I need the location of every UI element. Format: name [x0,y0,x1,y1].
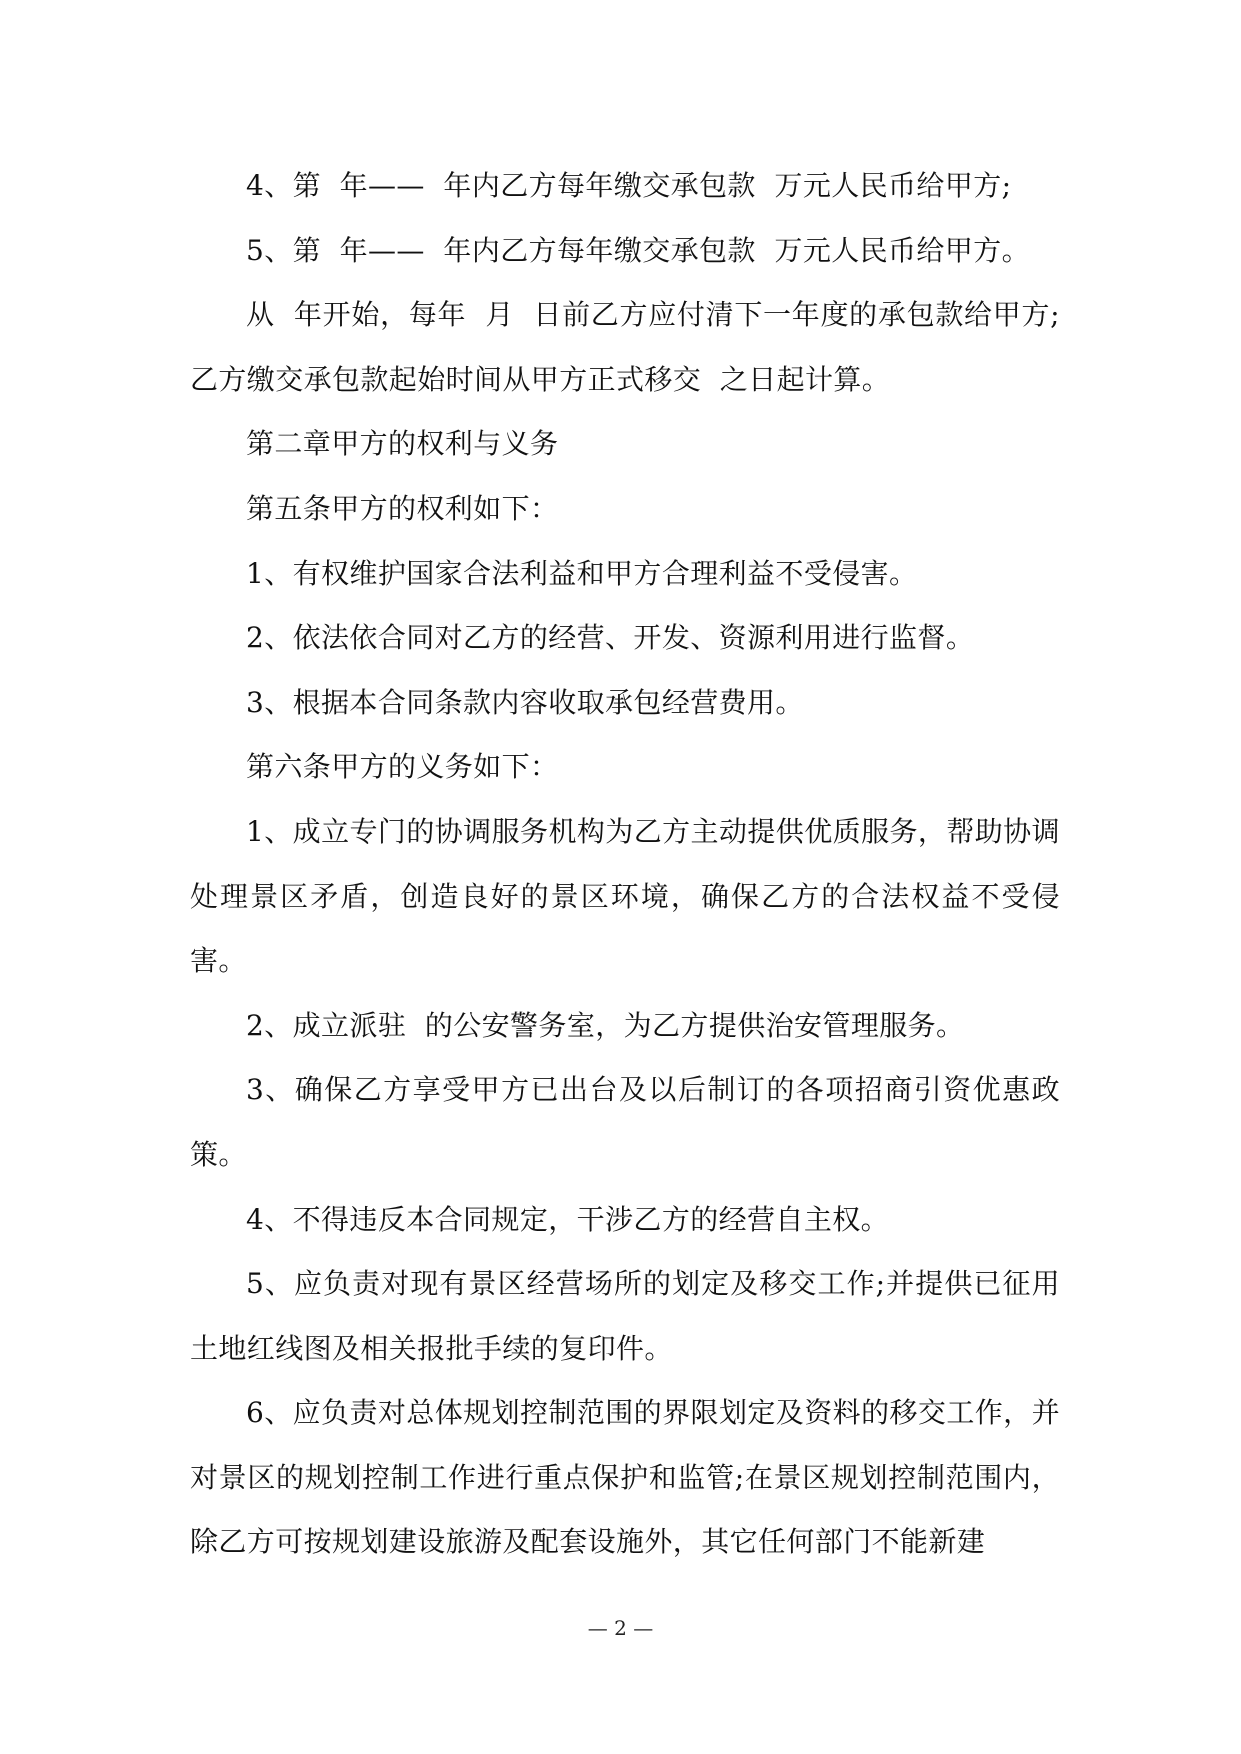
obligation-item-4: 4、不得违反本合同规定，干涉乙方的经营自主权。 [246,1202,890,1236]
right-item-1: 1、有权维护国家合法利益和甲方合理利益不受侵害。 [246,556,918,590]
right-item-2: 2、依法依合同对乙方的经营、开发、资源利用进行监督。 [246,621,975,655]
article-five-heading: 第五条甲方的权利如下： [246,491,559,525]
right-item-3: 3、根据本合同条款内容收取承包经营费用。 [246,685,804,719]
paragraph-payment-4: 4、第 年—— 年内乙方每年缴交承包款 万元人民币给甲方; [246,169,1012,202]
obligation-item-3: 3、确保乙方享受甲方已出台及以后制订的各项招商引资优惠政策。 [190,1073,1060,1171]
document-body [190,154,1060,1575]
obligation-item-2: 2、成立派驻 的公安警务室，为乙方提供治安管理服务。 [246,1008,965,1042]
paragraph-payment-5: 5、第 年—— 年内乙方每年缴交承包款 万元人民币给甲方。 [246,233,1031,267]
chapter-heading: 第二章甲方的权利与义务 [246,427,559,461]
obligation-item-5: 5、应负责对现有景区经营场所的划定及移交工作;并提供已征用土地红线图及相关报批手续的复印件。 [190,1267,1060,1365]
article-six-heading: 第六条甲方的义务如下： [246,750,559,784]
obligation-item-6: 6、应负责对总体规划控制范围的界限划定及资料的移交工作，并对景区的规划控制工作进行重点保护和监管;在景区规划控制范围内，除乙方可按规划建设旅游及配套设施外，其它任何部门不能新建 [190,1396,1060,1559]
page-number: — 2 — [587,1616,654,1640]
paragraph-payment-schedule: 从 年开始，每年 月 日前乙方应付清下一年度的承包款给甲方;乙方缴交承包款起始时间从甲方正式移交 之日起计算。 [190,298,1060,396]
obligation-item-1: 1、成立专门的协调服务机构为乙方主动提供优质服务，帮助协调处理景区矛盾，创造良好的景区环境，确保乙方的合法权益不受侵害。 [190,814,1060,978]
